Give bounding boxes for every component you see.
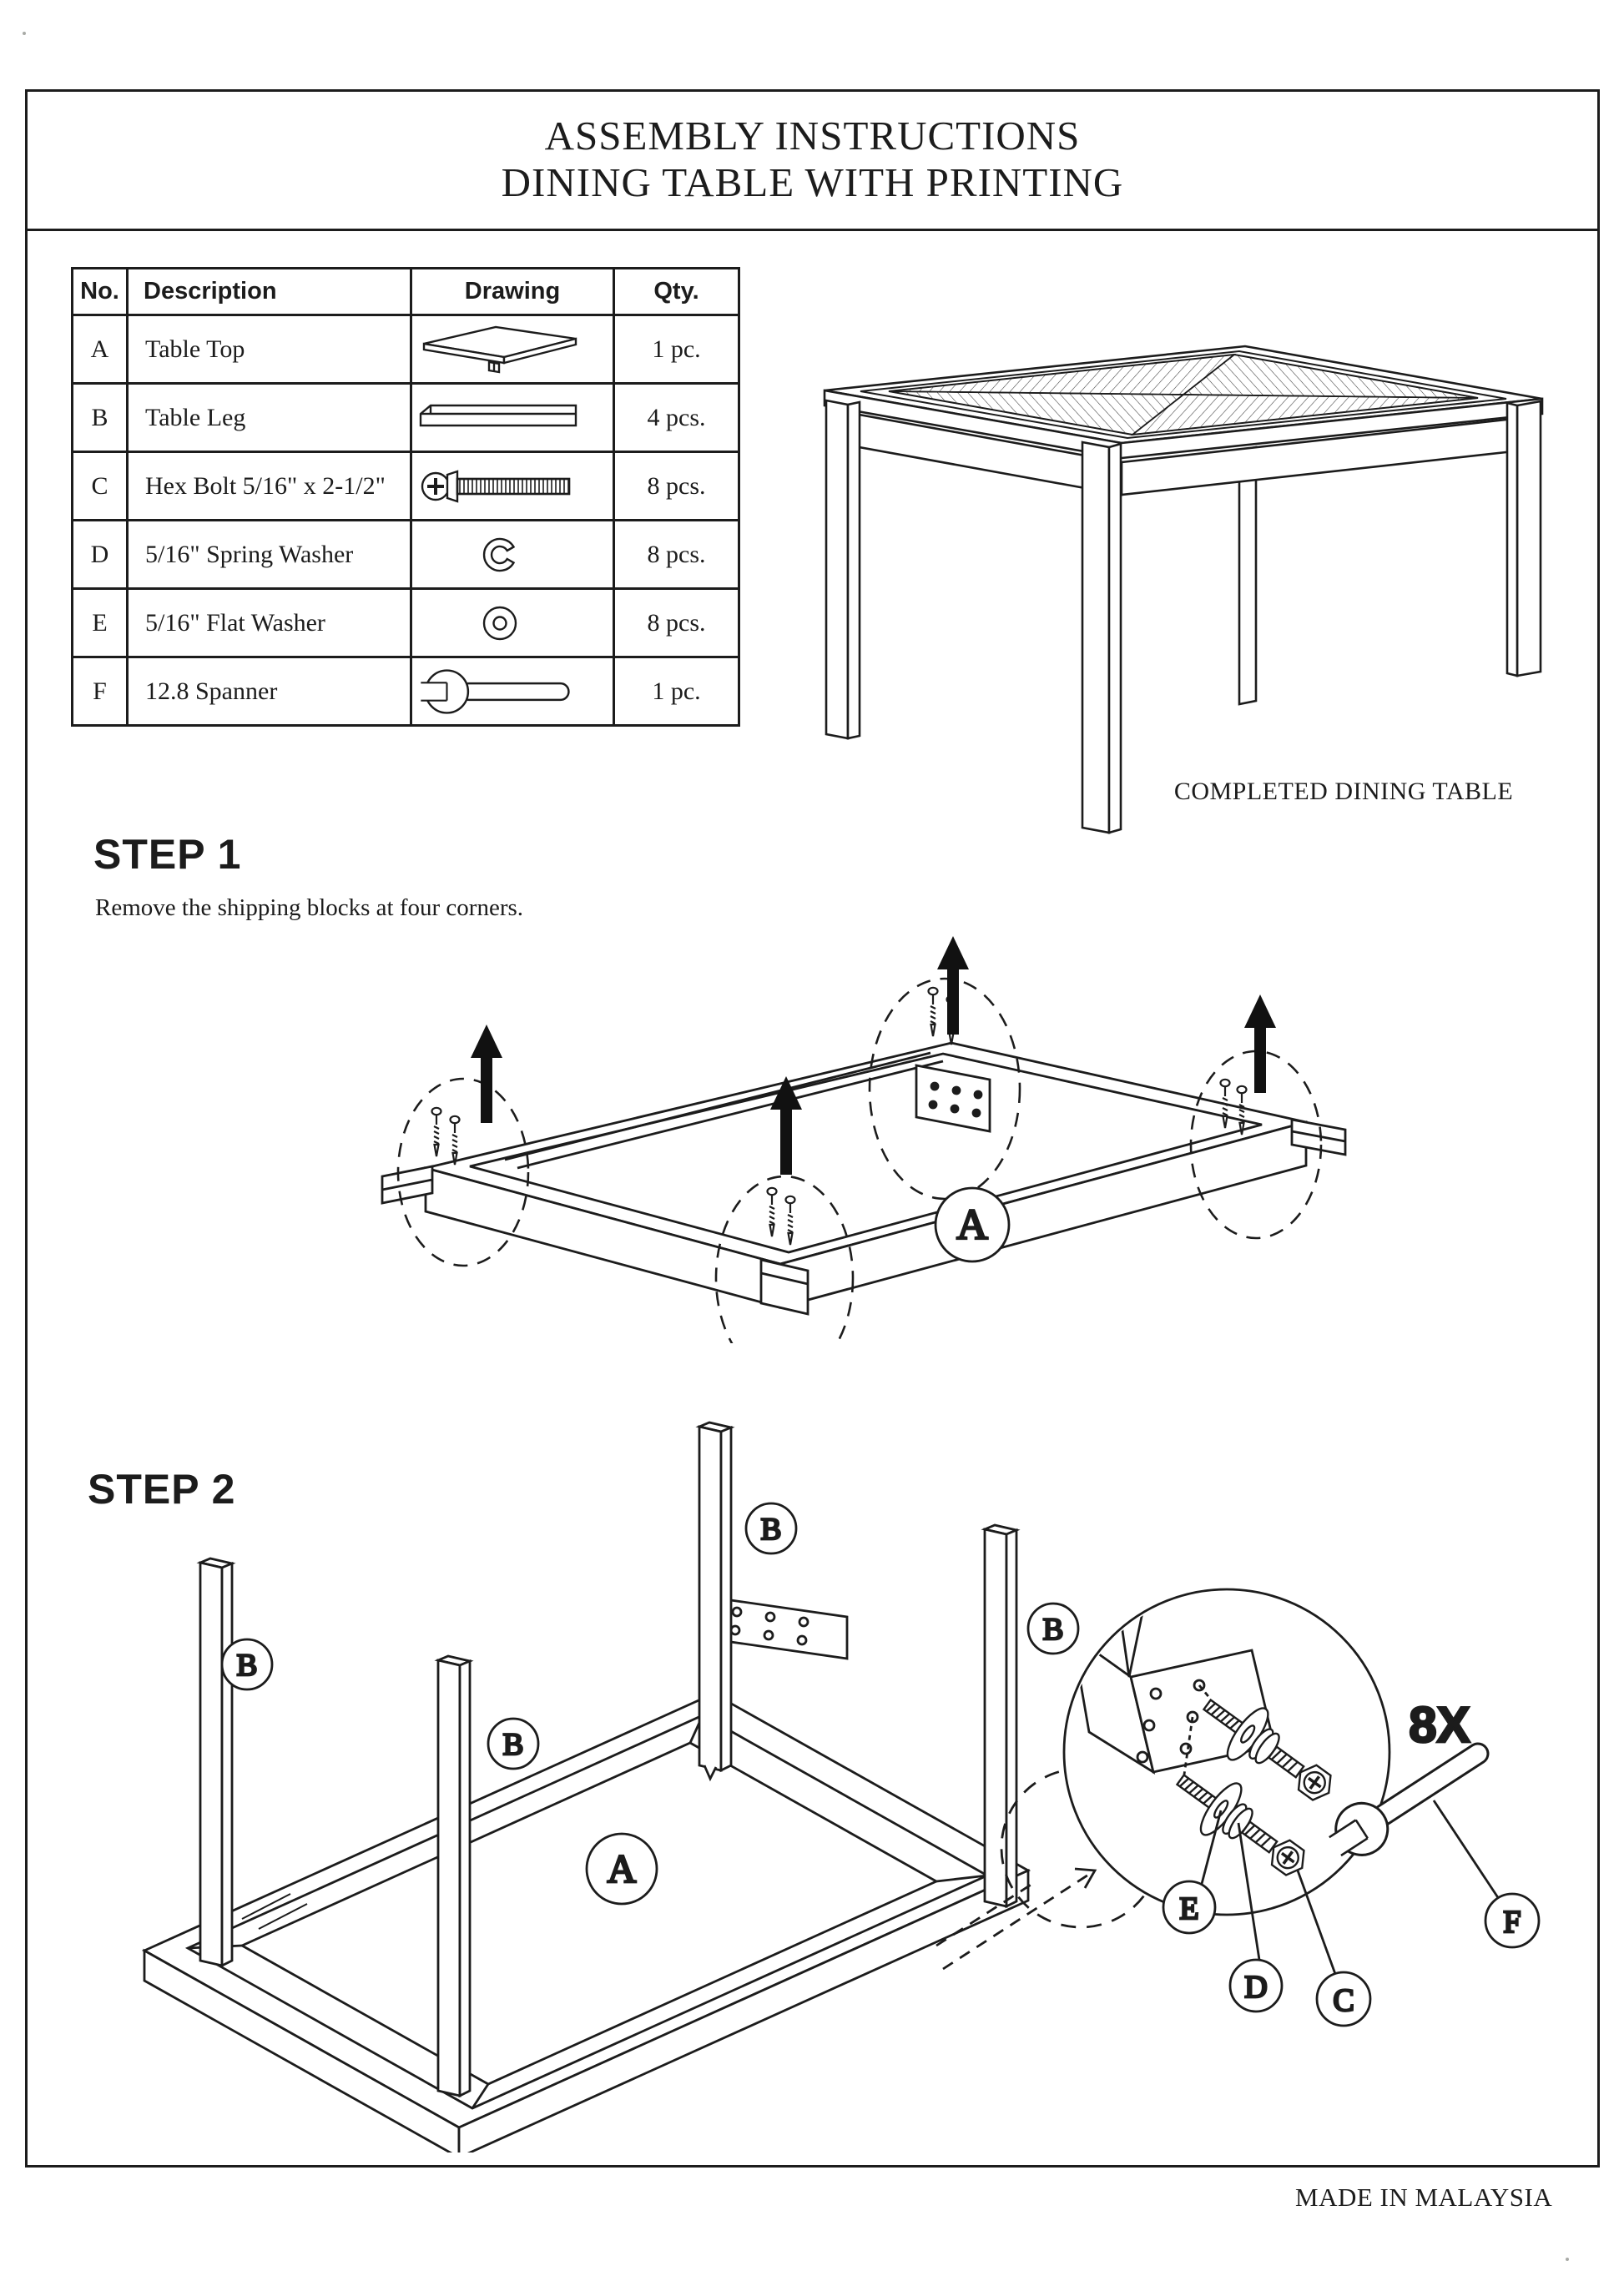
step1-heading: STEP 1: [93, 831, 242, 878]
scan-speck: [1566, 2258, 1569, 2261]
part-qty: 8 pcs.: [614, 521, 739, 589]
part-description: Hex Bolt 5/16" x 2-1/2": [128, 452, 411, 521]
part-drawing-cell: [411, 384, 614, 452]
table-leg-shape: [1082, 442, 1121, 833]
part-qty: 1 pc.: [614, 315, 739, 384]
svg-text:B: B: [236, 1649, 258, 1683]
part-qty: 1 pc.: [614, 657, 739, 726]
table-row: [73, 657, 739, 726]
hex-bolt-icon: [412, 456, 588, 517]
part-label-a: [587, 1834, 657, 1904]
part-letter: A: [73, 315, 128, 384]
table-leg-shape: [1239, 447, 1256, 704]
svg-text:B: B: [1042, 1613, 1064, 1647]
part-letter: D: [73, 521, 128, 589]
svg-text:F: F: [1503, 1905, 1521, 1940]
table-row: [73, 452, 739, 521]
svg-text:E: E: [1179, 1891, 1199, 1926]
header-description: Description: [128, 269, 411, 315]
part-letter: C: [73, 452, 128, 521]
part-drawing-cell: [411, 521, 614, 589]
completed-table-caption: COMPLETED DINING TABLE: [1173, 778, 1514, 805]
part-description: Table Top: [128, 315, 411, 384]
step1-figure: [351, 901, 1385, 1343]
repeat-count-label: 8X: [1409, 1697, 1470, 1753]
part-drawing-cell: [411, 315, 614, 384]
part-label-f: [1434, 1800, 1539, 1947]
zoom-leader-arrowhead: [1075, 1869, 1095, 1888]
svg-text:D: D: [1244, 1970, 1268, 2005]
part-description: 12.8 Spanner: [128, 657, 411, 726]
table-leg-b: [200, 1558, 232, 1966]
table-leg-icon: [412, 389, 588, 447]
step2-figure: [83, 1402, 1586, 2152]
part-qty: 8 pcs.: [614, 452, 739, 521]
part-qty: 4 pcs.: [614, 384, 739, 452]
title-block: [25, 89, 1600, 231]
page-title-line2: DINING TABLE WITH PRINTING: [501, 159, 1124, 205]
parts-table: [71, 267, 740, 727]
flat-washer-icon: [412, 594, 588, 652]
made-in-label: MADE IN MALAYSIA: [1295, 2183, 1553, 2212]
table-leg-b: [438, 1656, 470, 2096]
svg-text:C: C: [1333, 1983, 1354, 2018]
completed-table-figure: [801, 275, 1569, 859]
part-description: 5/16" Spring Washer: [128, 521, 411, 589]
page-title-line1: ASSEMBLY INSTRUCTIONS: [544, 112, 1081, 159]
part-drawing-cell: [411, 589, 614, 657]
table-row: [73, 315, 739, 384]
spring-washer-icon: [412, 526, 588, 584]
svg-text:B: B: [502, 1728, 524, 1762]
step2-heading: STEP 2: [88, 1466, 236, 1513]
parts-table-header-row: [73, 269, 739, 315]
part-description: Table Leg: [128, 384, 411, 452]
table-leg-b: [699, 1422, 731, 1779]
part-letter: B: [73, 384, 128, 452]
svg-text:A: A: [607, 1847, 637, 1891]
table-leg-shape: [1507, 401, 1541, 676]
scan-speck: [23, 32, 26, 35]
inverted-tabletop-frame: [426, 1043, 1306, 1307]
header-drawing: Drawing: [411, 269, 614, 315]
part-label-a: [936, 1188, 1009, 1261]
part-drawing-cell: [411, 452, 614, 521]
spanner-icon: [412, 661, 588, 723]
table-leg-shape: [826, 400, 860, 738]
part-letter: F: [73, 657, 128, 726]
part-label-b: [1028, 1604, 1078, 1654]
table-row: [73, 589, 739, 657]
header-qty: Qty.: [614, 269, 739, 315]
header-no: No.: [73, 269, 128, 315]
corner-bracket: [714, 1598, 847, 1659]
part-drawing-cell: [411, 657, 614, 726]
table-row: [73, 384, 739, 452]
part-label-b: [746, 1503, 796, 1553]
table-top-icon: [412, 320, 588, 379]
inverted-tabletop: [144, 1694, 1028, 2152]
part-description: 5/16" Flat Washer: [128, 589, 411, 657]
part-label-b: [222, 1639, 272, 1689]
svg-text:A: A: [956, 1201, 988, 1249]
step1-instruction: Remove the shipping blocks at four corners.: [95, 894, 524, 921]
part-qty: 8 pcs.: [614, 589, 739, 657]
part-letter: E: [73, 589, 128, 657]
part-label-b: [488, 1719, 538, 1769]
table-row: [73, 521, 739, 589]
svg-text:B: B: [760, 1513, 782, 1547]
